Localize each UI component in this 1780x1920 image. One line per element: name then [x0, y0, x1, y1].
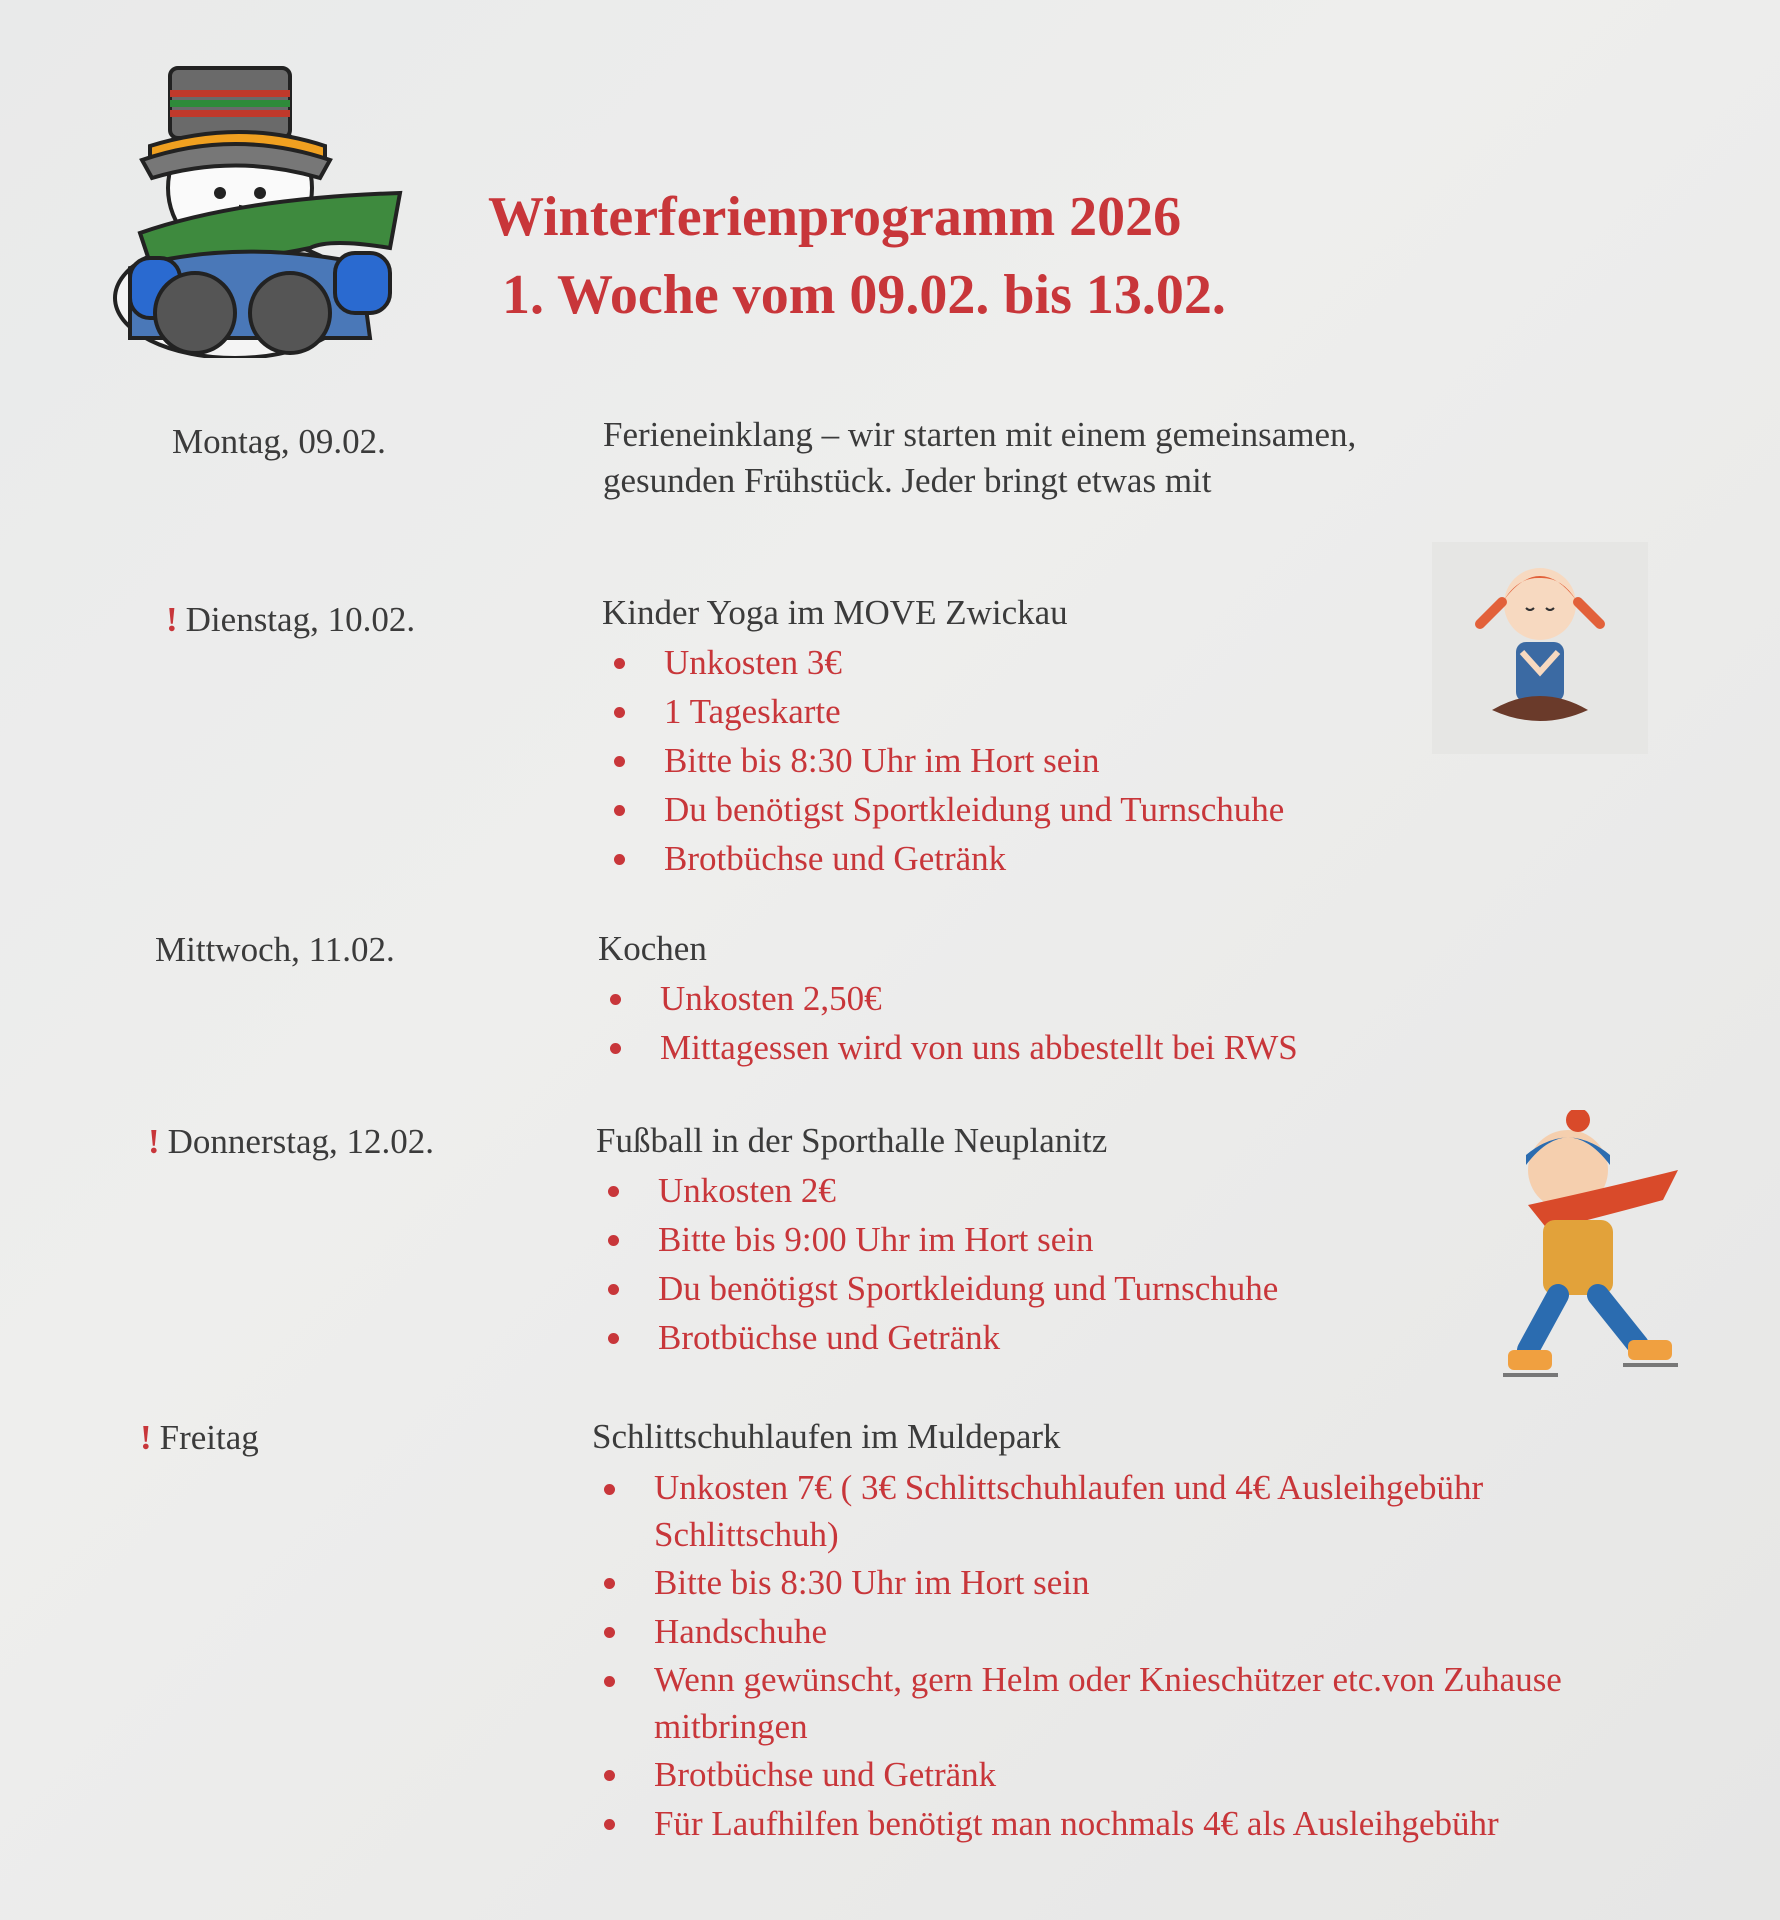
list-item: Du benötigst Sportkleidung und Turnschuhe	[596, 1264, 1496, 1313]
ice-skater-icon	[1488, 1110, 1708, 1400]
list-item: Brotbüchse und Getränk	[596, 1313, 1496, 1362]
list-item: Du benötigst Sportkleidung und Turnschuhe	[602, 785, 1502, 834]
day-label-wednesday: Mittwoch, 11.02.	[155, 930, 395, 969]
day-label-friday: ! Freitag	[140, 1418, 259, 1457]
list-item: Brotbüchse und Getränk	[602, 834, 1502, 883]
list-item: Handschuhe	[592, 1607, 1652, 1656]
activity-title: Kochen	[598, 929, 707, 968]
list-item: Unkosten 2,50€	[598, 974, 1498, 1023]
list-item: Unkosten 2€	[596, 1166, 1496, 1215]
activity-title: Schlittschuhlaufen im Muldepark	[592, 1417, 1061, 1456]
list-item: Für Laufhilfen benötigt man nochmals 4€ als Ausleihgebühr	[592, 1799, 1652, 1848]
day-label-thursday: ! Donnerstag, 12.02.	[148, 1122, 435, 1161]
list-item: Unkosten 3€	[602, 638, 1502, 687]
list-item: Unkosten 7€ ( 3€ Schlittschuhlaufen und 4€ Ausleihgebühr Schlittschuh)	[592, 1464, 1594, 1558]
list-item: Bitte bis 8:30 Uhr im Hort sein	[592, 1558, 1652, 1607]
list-item: Mittagessen wird von uns abbestellt bei RWS	[598, 1023, 1498, 1072]
snowman-icon	[70, 48, 410, 358]
list-item: 1 Tageskarte	[602, 687, 1502, 736]
list-item: Wenn gewünscht, gern Helm oder Knieschützer etc.von Zuhause mitbringen	[592, 1656, 1594, 1750]
activity-thursday	[596, 1118, 1496, 1362]
title-line-1: Winterferienprogramm 2026	[488, 186, 1182, 248]
list-item: Brotbüchse und Getränk	[592, 1750, 1652, 1799]
day-label-monday: Montag, 09.02.	[172, 422, 386, 461]
activity-wednesday	[598, 926, 1498, 1072]
activity-title: Kinder Yoga im MOVE Zwickau	[602, 593, 1068, 632]
list-item: Bitte bis 8:30 Uhr im Hort sein	[602, 736, 1502, 785]
activity-tuesday	[602, 590, 1502, 883]
activity-friday	[592, 1414, 1652, 1848]
day-label-tuesday: ! Dienstag, 10.02.	[166, 600, 416, 639]
important-marker: !	[166, 600, 178, 639]
page-title	[488, 178, 1388, 334]
title-line-2: 1. Woche vom 09.02. bis 13.02.	[502, 264, 1226, 326]
activity-monday: Ferieneinklang – wir starten mit einem gemeinsamen, gesunden Frühstück. Jeder bringt etwas mit	[603, 415, 1357, 500]
important-marker: !	[140, 1418, 152, 1457]
important-marker: !	[148, 1122, 160, 1161]
list-item: Bitte bis 9:00 Uhr im Hort sein	[596, 1215, 1496, 1264]
activity-title: Fußball in der Sporthalle Neuplanitz	[596, 1121, 1108, 1160]
